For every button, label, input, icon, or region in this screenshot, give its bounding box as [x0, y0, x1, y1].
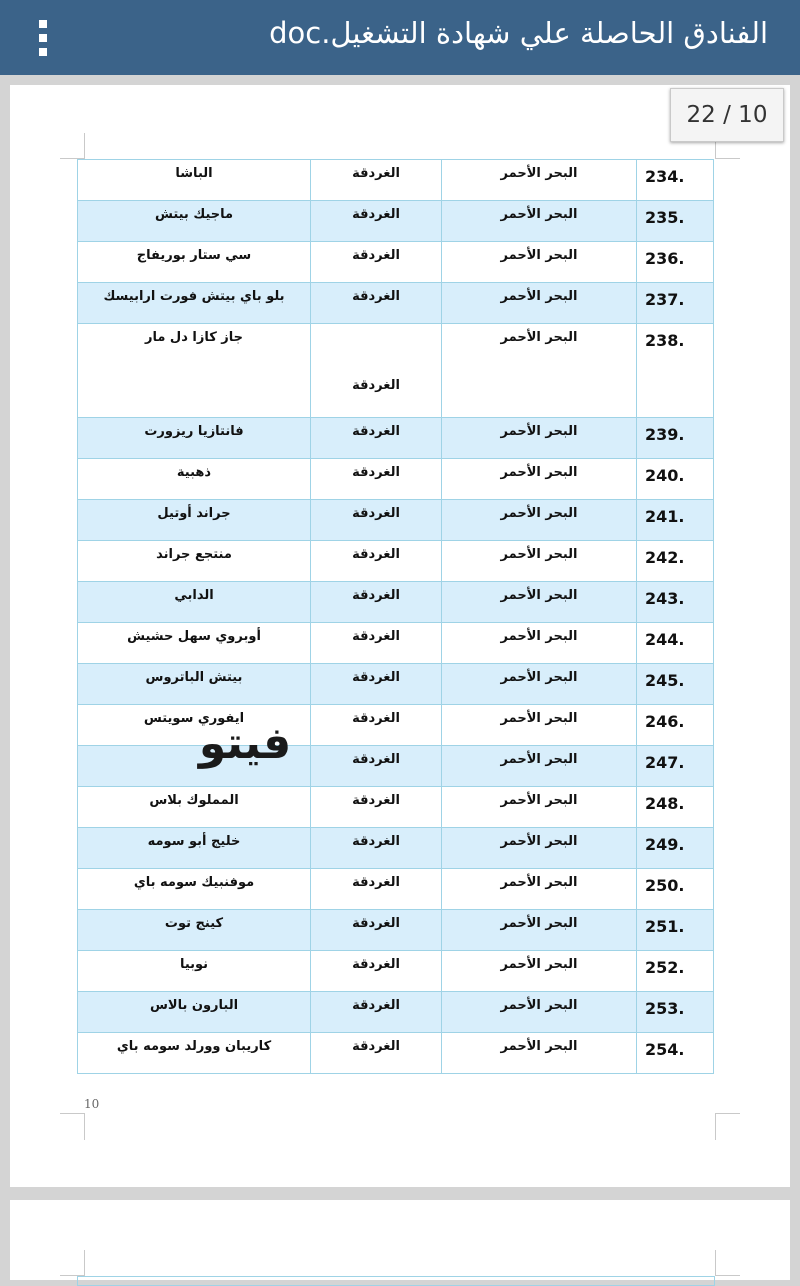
governorate-cell: البحر الأحمر — [442, 664, 637, 705]
city-cell — [311, 992, 442, 1033]
table-row — [78, 869, 714, 910]
row-number-cell: 243. — [637, 582, 714, 623]
governorate-cell: البحر الأحمر — [442, 992, 637, 1033]
table-row — [78, 541, 714, 582]
hotel-name-cell: ايفوري سويتس — [78, 705, 311, 746]
city-text: الغردقة — [352, 629, 400, 644]
table-row — [78, 500, 714, 541]
city-cell — [311, 1033, 442, 1074]
table-row — [78, 951, 714, 992]
city-cell — [311, 746, 442, 787]
crop-mark — [60, 1113, 84, 1114]
table-row — [78, 828, 714, 869]
hotel-name-cell: المملوك بلاس — [78, 787, 311, 828]
city-cell — [311, 541, 442, 582]
table-row — [78, 160, 714, 201]
city-text: الغردقة — [352, 752, 400, 767]
hotel-name-cell: بلو باي بيتش فورت ارابيسك — [78, 283, 311, 324]
crop-mark — [716, 1275, 740, 1276]
row-number-cell: 246. — [637, 705, 714, 746]
hotel-name-cell: البارون بالاس — [78, 992, 311, 1033]
city-cell — [311, 324, 442, 418]
governorate-cell: البحر الأحمر — [442, 283, 637, 324]
hotel-name-cell: الدابي — [78, 582, 311, 623]
governorate-cell: البحر الأحمر — [442, 787, 637, 828]
row-number-cell: 253. — [637, 992, 714, 1033]
row-number-cell: 239. — [637, 418, 714, 459]
hotel-name-cell: كاريبان وورلد سومه باي — [78, 1033, 311, 1074]
row-number-cell: 250. — [637, 869, 714, 910]
overflow-menu-icon[interactable] — [32, 18, 56, 58]
row-number-cell: 252. — [637, 951, 714, 992]
city-cell — [311, 787, 442, 828]
city-cell — [311, 828, 442, 869]
row-number-cell: 237. — [637, 283, 714, 324]
city-cell — [311, 283, 442, 324]
table-row — [78, 664, 714, 705]
crop-mark — [84, 1250, 85, 1276]
row-number-cell: 248. — [637, 787, 714, 828]
next-page-table — [77, 1276, 715, 1286]
menu-dot — [39, 20, 47, 28]
governorate-cell: البحر الأحمر — [442, 160, 637, 201]
hotel-name-cell: منتجع جراند — [78, 541, 311, 582]
table-row — [78, 910, 714, 951]
city-text: الغردقة — [352, 465, 400, 480]
crop-mark — [716, 158, 740, 159]
table-row — [78, 1033, 714, 1074]
hotel-name-cell: خليج أبو سومه — [78, 828, 311, 869]
table-row — [78, 418, 714, 459]
document-page-next[interactable] — [10, 1200, 790, 1280]
city-text: الغردقة — [352, 547, 400, 562]
page-number: 10 — [84, 1097, 100, 1111]
table-row — [78, 992, 714, 1033]
city-text: الغردقة — [352, 378, 400, 393]
city-cell — [311, 201, 442, 242]
city-cell — [311, 500, 442, 541]
governorate-cell: البحر الأحمر — [442, 201, 637, 242]
hotels-table — [77, 159, 714, 1074]
table-row — [78, 283, 714, 324]
governorate-cell: البحر الأحمر — [442, 623, 637, 664]
row-number-cell: 240. — [637, 459, 714, 500]
city-text: الغردقة — [352, 875, 400, 890]
page-indicator: 22 / 10 — [670, 88, 784, 142]
city-cell — [311, 869, 442, 910]
governorate-cell: البحر الأحمر — [442, 951, 637, 992]
row-number-cell: 247. — [637, 746, 714, 787]
governorate-cell: البحر الأحمر — [442, 418, 637, 459]
row-number-cell: 251. — [637, 910, 714, 951]
governorate-cell: البحر الأحمر — [442, 541, 637, 582]
watermark-text: فيتو — [198, 718, 292, 769]
row-number-cell: 234. — [637, 160, 714, 201]
city-text: الغردقة — [352, 207, 400, 222]
city-text: الغردقة — [352, 248, 400, 263]
table-row — [78, 459, 714, 500]
city-cell — [311, 623, 442, 664]
row-number-cell: 236. — [637, 242, 714, 283]
hotel-name-cell: جراند أوتيل — [78, 500, 311, 541]
app-bar — [0, 0, 800, 75]
city-text: الغردقة — [352, 588, 400, 603]
hotel-name-cell: فانتازيا ريزورت — [78, 418, 311, 459]
document-title: الفنادق الحاصلة علي شهادة التشغيل.doc — [269, 16, 768, 50]
table-row — [78, 201, 714, 242]
hotel-name-cell: موفنبيك سومه باي — [78, 869, 311, 910]
row-number-cell: 241. — [637, 500, 714, 541]
city-cell — [311, 910, 442, 951]
row-number-cell: 244. — [637, 623, 714, 664]
table-row — [78, 623, 714, 664]
governorate-cell: البحر الأحمر — [442, 459, 637, 500]
hotel-name-cell: كينج توت — [78, 910, 311, 951]
menu-dot — [39, 34, 47, 42]
crop-mark — [84, 1113, 85, 1140]
city-cell — [311, 242, 442, 283]
city-text: الغردقة — [352, 793, 400, 808]
table-row — [78, 324, 714, 418]
crop-mark — [716, 1113, 740, 1114]
governorate-cell: البحر الأحمر — [442, 746, 637, 787]
city-text: الغردقة — [352, 834, 400, 849]
hotel-name-cell: ماجيك بيتش — [78, 201, 311, 242]
hotel-name-cell: جاز كازا دل مار — [78, 324, 311, 418]
hotel-name-cell: الباشا — [78, 160, 311, 201]
city-cell — [311, 418, 442, 459]
watermark-logo — [172, 716, 318, 772]
city-text: الغردقة — [352, 916, 400, 931]
governorate-cell: البحر الأحمر — [442, 910, 637, 951]
governorate-cell: البحر الأحمر — [442, 582, 637, 623]
menu-dot — [39, 48, 47, 56]
hotel-name-cell: نوبيا — [78, 951, 311, 992]
governorate-cell: البحر الأحمر — [442, 500, 637, 541]
governorate-cell: البحر الأحمر — [442, 869, 637, 910]
table-row — [78, 787, 714, 828]
row-number-cell: 245. — [637, 664, 714, 705]
hotel-name-cell: بيتش الباتروس — [78, 664, 311, 705]
table-row — [78, 582, 714, 623]
city-text: الغردقة — [352, 957, 400, 972]
hotel-name-cell: سي ستار بوريفاج — [78, 242, 311, 283]
city-cell — [311, 951, 442, 992]
city-text: الغردقة — [352, 424, 400, 439]
crop-mark — [84, 133, 85, 159]
city-cell — [311, 459, 442, 500]
governorate-cell: البحر الأحمر — [442, 828, 637, 869]
city-text: الغردقة — [352, 1039, 400, 1054]
row-number-cell: 249. — [637, 828, 714, 869]
city-text: الغردقة — [352, 670, 400, 685]
city-cell — [311, 582, 442, 623]
city-text: الغردقة — [352, 289, 400, 304]
governorate-cell: البحر الأحمر — [442, 324, 637, 418]
city-text: الغردقة — [352, 166, 400, 181]
city-text: الغردقة — [352, 998, 400, 1013]
crop-mark — [715, 1113, 716, 1140]
crop-mark — [715, 1250, 716, 1276]
row-number-cell: 242. — [637, 541, 714, 582]
hotel-name-cell: أوبروي سهل حشيش — [78, 623, 311, 664]
table-row — [78, 242, 714, 283]
row-number-cell: 238. — [637, 324, 714, 418]
governorate-cell: البحر الأحمر — [442, 1033, 637, 1074]
row-number-cell: 235. — [637, 201, 714, 242]
city-text: الغردقة — [352, 506, 400, 521]
city-text: الغردقة — [352, 711, 400, 726]
hotel-name-cell: ذهبية — [78, 459, 311, 500]
governorate-cell: البحر الأحمر — [442, 705, 637, 746]
city-cell — [311, 160, 442, 201]
governorate-cell: البحر الأحمر — [442, 242, 637, 283]
city-cell — [311, 705, 442, 746]
row-number-cell: 254. — [637, 1033, 714, 1074]
city-cell — [311, 664, 442, 705]
